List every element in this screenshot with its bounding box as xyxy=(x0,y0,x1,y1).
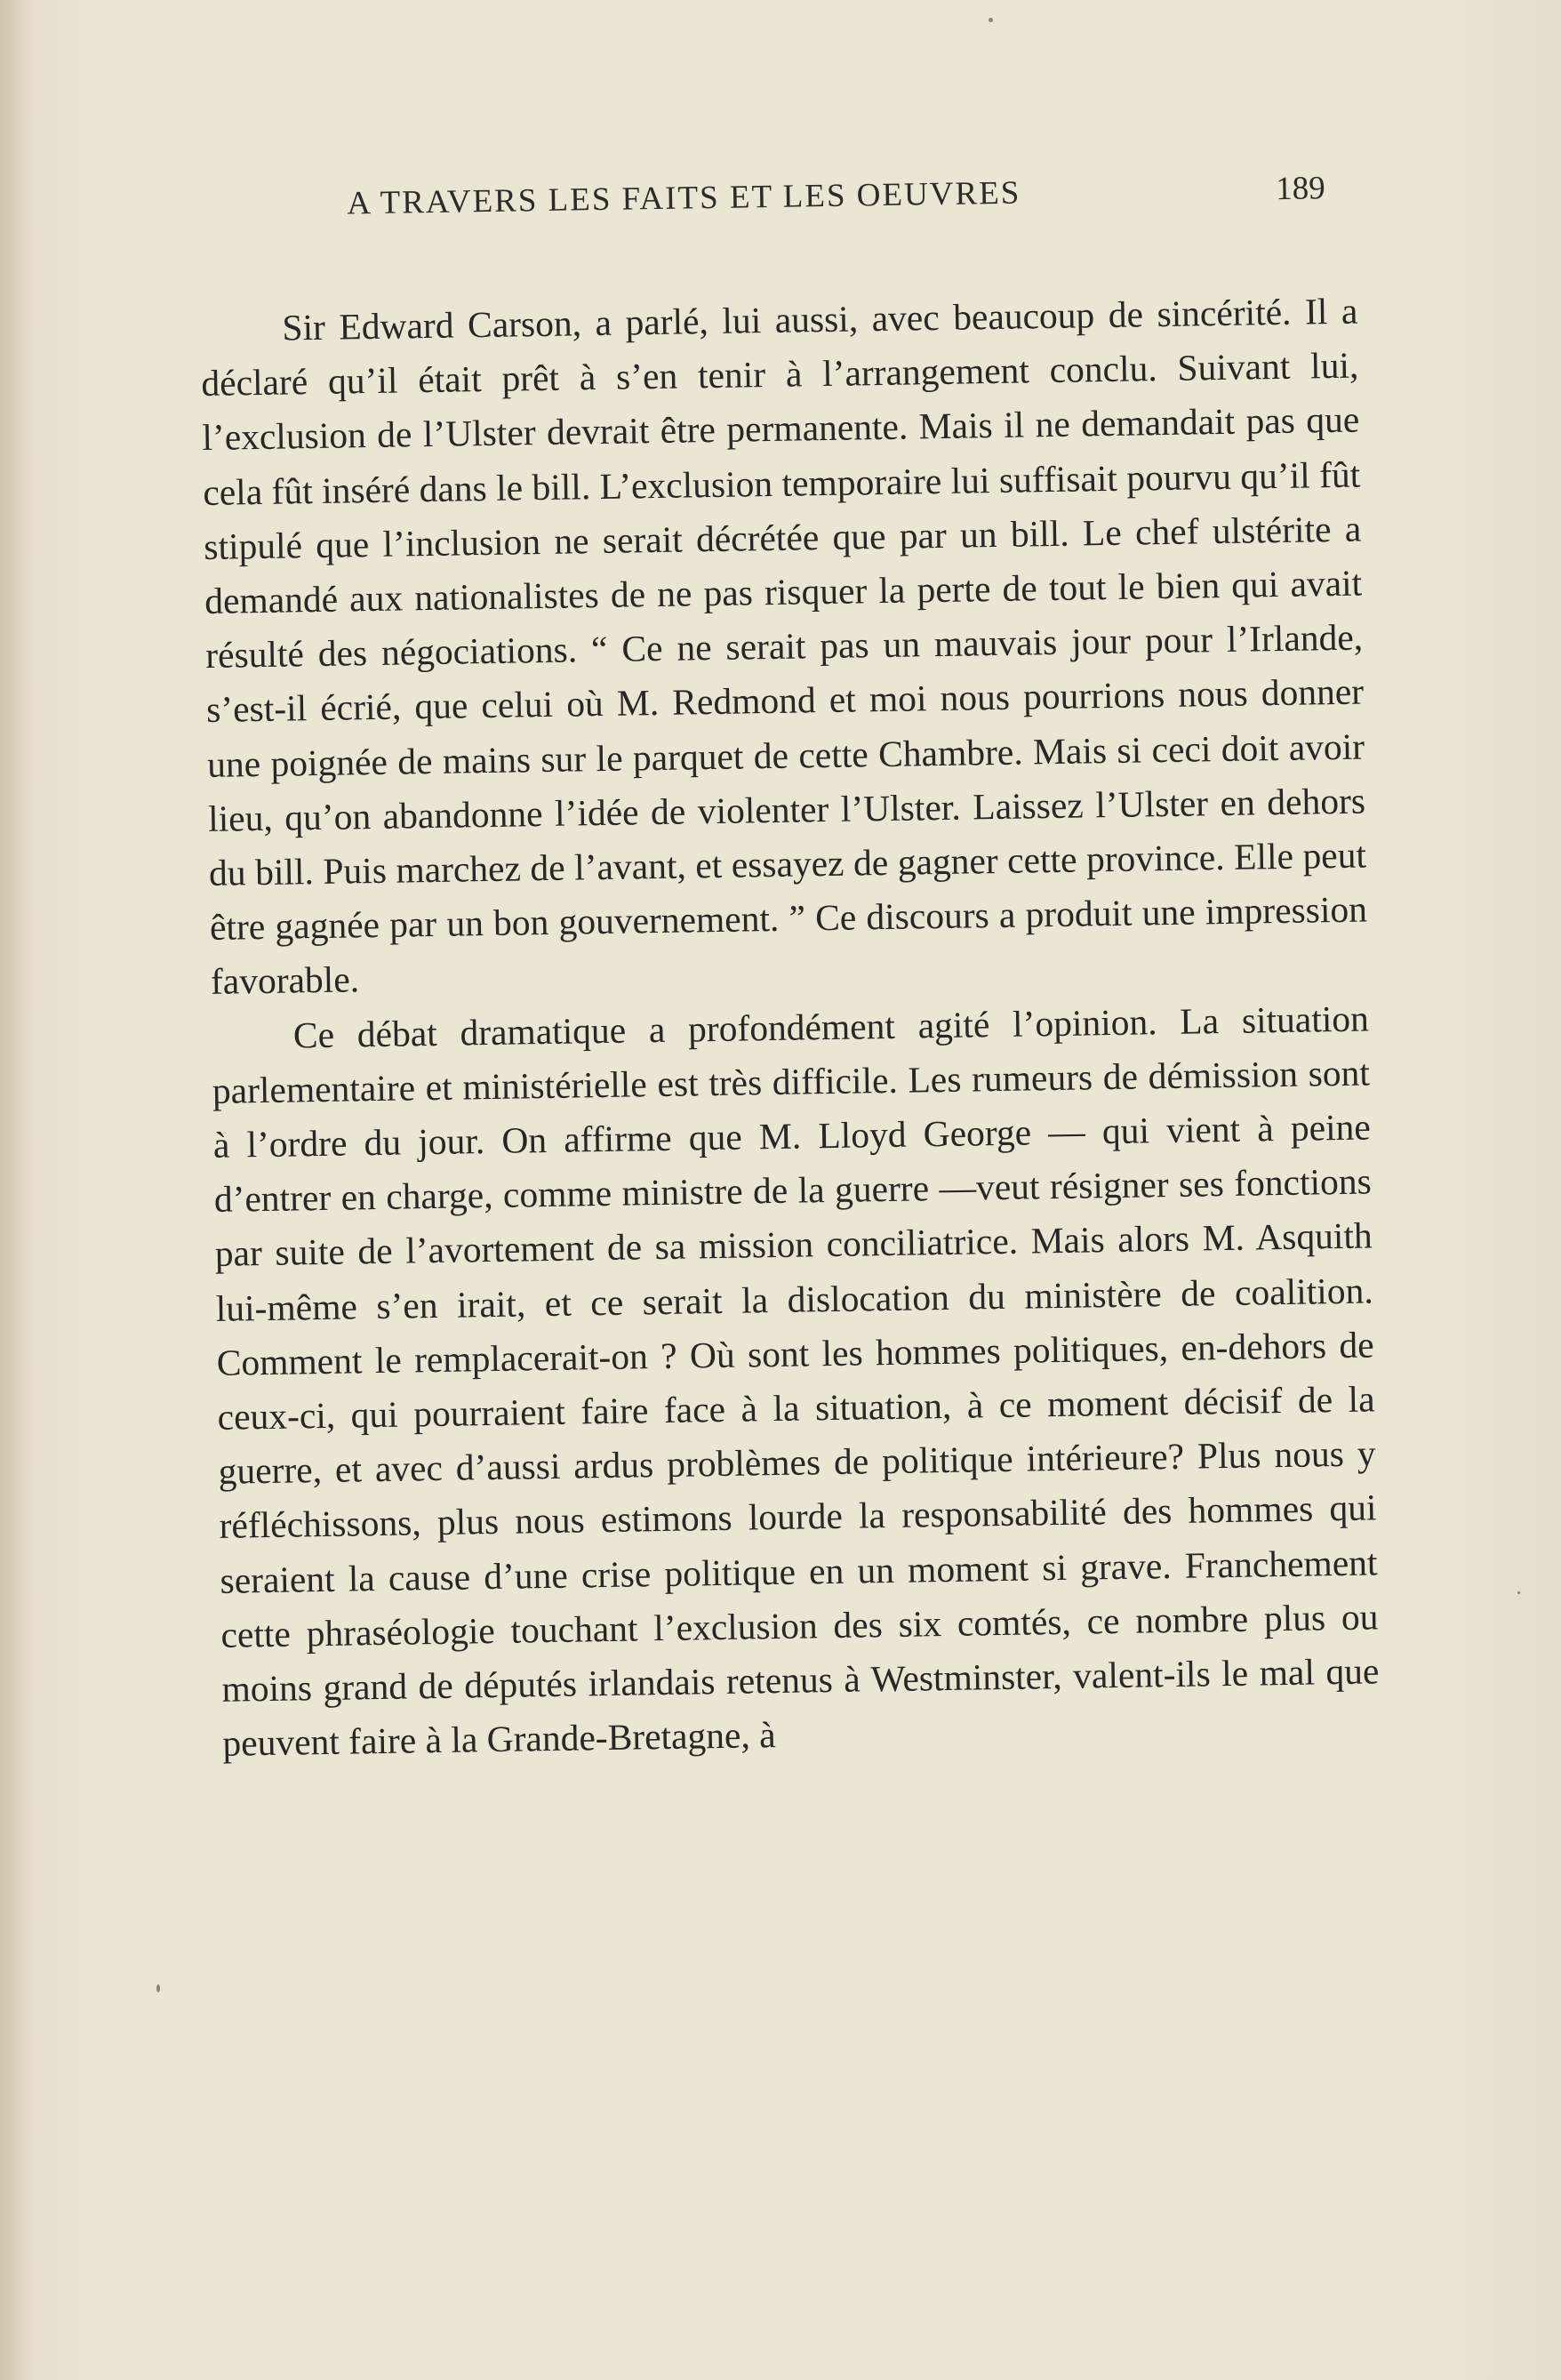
paper-speck xyxy=(1517,1591,1520,1594)
paper-speck xyxy=(156,1984,160,1992)
page-header xyxy=(204,169,1352,240)
paragraph: Sir Edward Carson, a parlé, lui aussi, avec beaucoup de sincérité. Il a déclaré qu’il était prêt à s’en tenir à l’arrangement conclu. Suivant lui, l’exclusion de l’Ulster devrait être permanente. Mais il ne demandait pas que cela fût inséré dans le bill. L’exclusion temporaire lui suffisait pourvu qu’il fût stipulé que l’inclusion ne serait décrétée que par un bill. Le chef ulstérite a demandé aux nationalistes de ne pas risquer la perte de tout le bien qui avait résulté des négociations. “ Ce ne serait pas un mauvais jour pour l’Irlande, s’est-il écrié, que celui où M. Redmond et moi nous pourrions nous donner une poignée de mains sur le parquet de cette Chambre. Mais si ceci doit avoir lieu, qu’on abandonne l’idée de violenter l’Ulster. Laissez l’Ulster en dehors du bill. Puis marchez de l’avant, et essayez de gagner cette province. Elle peut être gagnée par un bon gouvernement. ” Ce discours a produit une impression favorable. xyxy=(201,290,1368,1003)
running-title: A TRAVERS LES FAITS ET LES OEUVRES xyxy=(346,174,1021,222)
paragraph: Ce débat dramatique a profondément agité l’opinion. La situation parlementaire et ministérielle est très difficile. Les rumeurs de démission sont à l’ordre du jour. On affirme que M. Lloyd George — qui vient à peine d’entrer en charge, comme ministre de la guerre —veut résigner ses fonctions par suite de l’avortement de sa mission conciliatrice. Mais alors M. Asquith lui-même s’en irait, et ce serait la dislocation du ministère de coalition. Comment le remplacerait-on ? Où sont les hommes politiques, en-dehors de ceux-ci, qui pourraient faire face à la situation, à ce moment décisif de la guerre, et avec d’aussi ardus problèmes de politique intérieure? Plus nous y réfléchissons, plus nous estimons lourde la responsabilité des hommes qui seraient la cause d’une crise politique en un moment si grave. Franchement cette phraséologie touchant l’exclusion des six comtés, ce nombre plus ou moins grand de députés irlandais retenus à Westminster, valent-ils le mal que peuvent faire à la Grande-Bretagne, à xyxy=(212,998,1380,1765)
body-text xyxy=(200,284,1381,1772)
page-number: 189 xyxy=(1275,170,1326,208)
paper-speck xyxy=(989,18,993,22)
spine-shadow xyxy=(0,0,27,2380)
